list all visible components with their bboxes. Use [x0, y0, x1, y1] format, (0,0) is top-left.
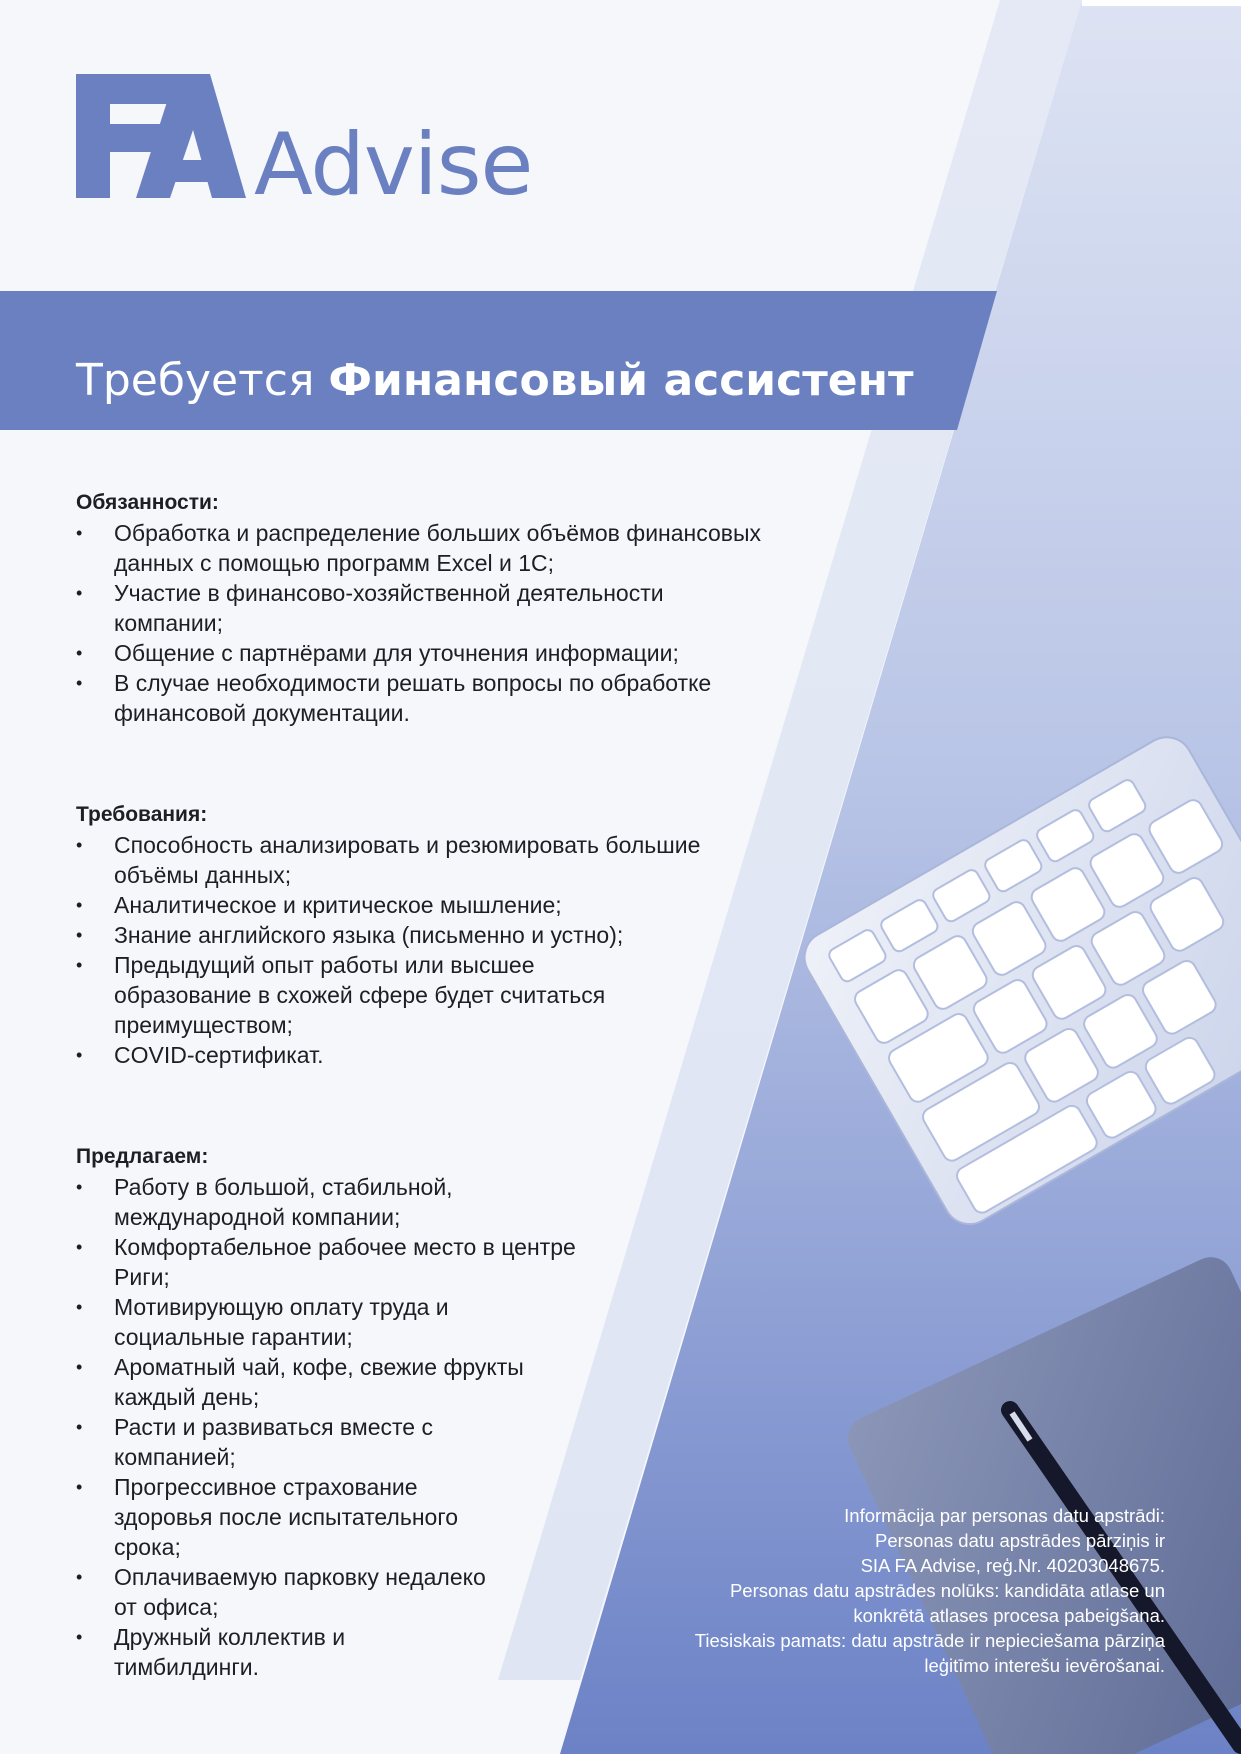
company-logo: [76, 74, 536, 215]
list-item: • Ароматный чай, кофе, свежие фрукты каждый день;: [76, 1352, 816, 1412]
privacy-notice: [695, 1503, 1165, 1678]
section-heading-offer: Предлагаем:: [76, 1145, 209, 1168]
list-item: • Мотивирующую оплату труда и социальные гарантии;: [76, 1292, 816, 1352]
list-item: • Участие в финансово-хозяйственной деятельности компании;: [76, 578, 816, 638]
section-requirements: [76, 800, 816, 1070]
section-duties: [76, 488, 816, 728]
privacy-line: SIA FA Advise, reģ.Nr. 40203048675.: [860, 1555, 1165, 1576]
fa-monogram-icon: [76, 74, 246, 200]
privacy-line: konkrētā atlases procesa pabeigšana.: [853, 1605, 1165, 1626]
list-item: • Комфортабельное рабочее место в центре Риги;: [76, 1232, 816, 1292]
page-title: [76, 355, 914, 407]
list-item: • Оплачиваемую парковку недалеко от офиса;: [76, 1562, 816, 1622]
list-item: • Общение с партнёрами для уточнения информации;: [76, 638, 816, 668]
list-item: • В случае необходимости решать вопросы по обработке финансовой документации.: [76, 668, 816, 728]
list-item: • Расти и развиваться вместе с компанией;: [76, 1412, 816, 1472]
privacy-line: Tiesiskais pamats: datu apstrāde ir nepieciešama pārziņa: [694, 1630, 1165, 1651]
privacy-line: Personas datu apstrādes nolūks: kandidāta atlase un: [729, 1580, 1165, 1601]
list-item: • Предыдущий опыт работы или высшее образование в схожей сфере будет считаться преимуществом;: [76, 950, 816, 1040]
title-job-position: Финансовый ассистент: [328, 355, 914, 407]
title-prefix: Требуется: [76, 355, 329, 407]
list-item: • Работу в большой, стабильной, международной компании;: [76, 1172, 816, 1232]
privacy-line: Informācija par personas datu apstrādi:: [844, 1505, 1165, 1526]
list-item: • Знание английского языка (письменно и устно);: [76, 920, 816, 950]
list-item: • Способность анализировать и резюмировать большие объёмы данных;: [76, 830, 816, 890]
list-item: • Прогрессивное страхование здоровья после испытательного срока;: [76, 1472, 816, 1562]
list-item: • Дружный коллектив и тимбилдинги.: [76, 1622, 816, 1682]
logo-text: Advise: [254, 115, 533, 215]
requirements-list: [76, 830, 816, 1070]
list-item: • COVID-сертификат.: [76, 1040, 816, 1070]
privacy-line: Personas datu apstrādes pārziņis ir: [875, 1530, 1165, 1551]
duties-list: [76, 518, 816, 728]
section-heading-duties: Обязанности:: [76, 491, 219, 514]
privacy-line: leģitīmo interešu ievērošanai.: [924, 1655, 1165, 1676]
list-item: • Аналитическое и критическое мышление;: [76, 890, 816, 920]
section-heading-requirements: Требования:: [76, 803, 208, 826]
list-item: • Обработка и распределение больших объёмов финансовых данных с помощью программ Excel и 1C;: [76, 518, 816, 578]
